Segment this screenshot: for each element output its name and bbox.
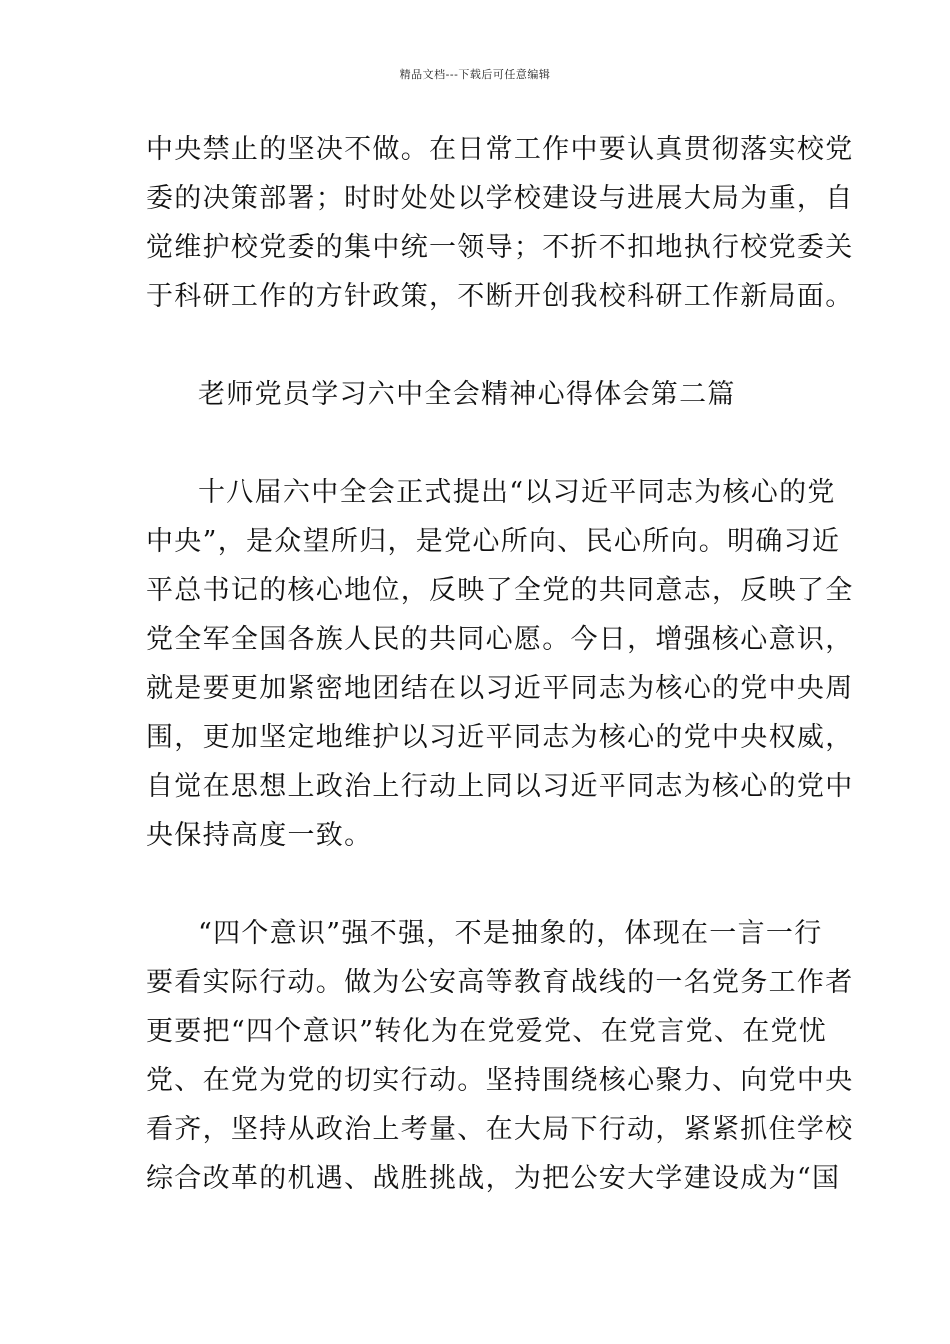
- text-line: 党全军全国各族人民的共同心愿。今日，增强核心意识，: [146, 624, 854, 655]
- text-line: 党、在党为党的切实行动。坚持围绕核心聚力、向党中央: [146, 1065, 854, 1096]
- paragraph-four-consciousness: [146, 909, 854, 1203]
- text-line: 于科研工作的方针政策，不断开创我校科研工作新局面。: [146, 281, 854, 312]
- text-line: 要看实际行动。做为公安高等教育战线的一名党务工作者: [146, 967, 854, 998]
- text-line: 综合改革的机遇、战胜挑战，为把公安大学建设成为“国: [146, 1163, 841, 1194]
- text-line: 围，更加坚定地维护以习近平同志为核心的党中央权威，: [146, 722, 854, 753]
- text-line: 央保持高度一致。: [146, 820, 373, 851]
- text-line: 十八届六中全会正式提出“以习近平同志为核心的党: [198, 477, 836, 508]
- section-title: [146, 370, 806, 419]
- page-header: 精品文档---下载后可任意编辑: [399, 68, 551, 81]
- text-line: 委的决策部署；时时处处以学校建设与进展大局为重，自: [146, 183, 854, 214]
- document-body: [146, 125, 854, 1203]
- text-line: 平总书记的核心地位，反映了全党的共同意志，反映了全: [146, 575, 854, 606]
- text-line: 更要把“四个意识”转化为在党爱党、在党言党、在党忧: [146, 1016, 828, 1047]
- text-line: 就是要更加紧密地团结在以习近平同志为核心的党中央周: [146, 673, 854, 704]
- text-line: 中央”，是众望所归，是党心所向、民心所向。明确习近: [146, 526, 841, 557]
- text-line: 中央禁止的坚决不做。在日常工作中要认真贯彻落实校党: [146, 134, 854, 165]
- text-line: 觉维护校党委的集中统一领导；不折不扣地执行校党委关: [146, 232, 854, 263]
- section-title-text: 老师党员学习六中全会精神心得体会第二篇: [198, 379, 736, 410]
- text-line: 自觉在思想上政治上行动上同以习近平同志为核心的党中: [146, 771, 854, 802]
- text-line: 看齐，坚持从政治上考量、在大局下行动，紧紧抓住学校: [146, 1114, 854, 1145]
- paragraph-core-leadership: [146, 468, 854, 860]
- paragraph-continuation: [146, 125, 854, 321]
- text-line: “四个意识”强不强，不是抽象的，体现在一言一行: [198, 918, 823, 949]
